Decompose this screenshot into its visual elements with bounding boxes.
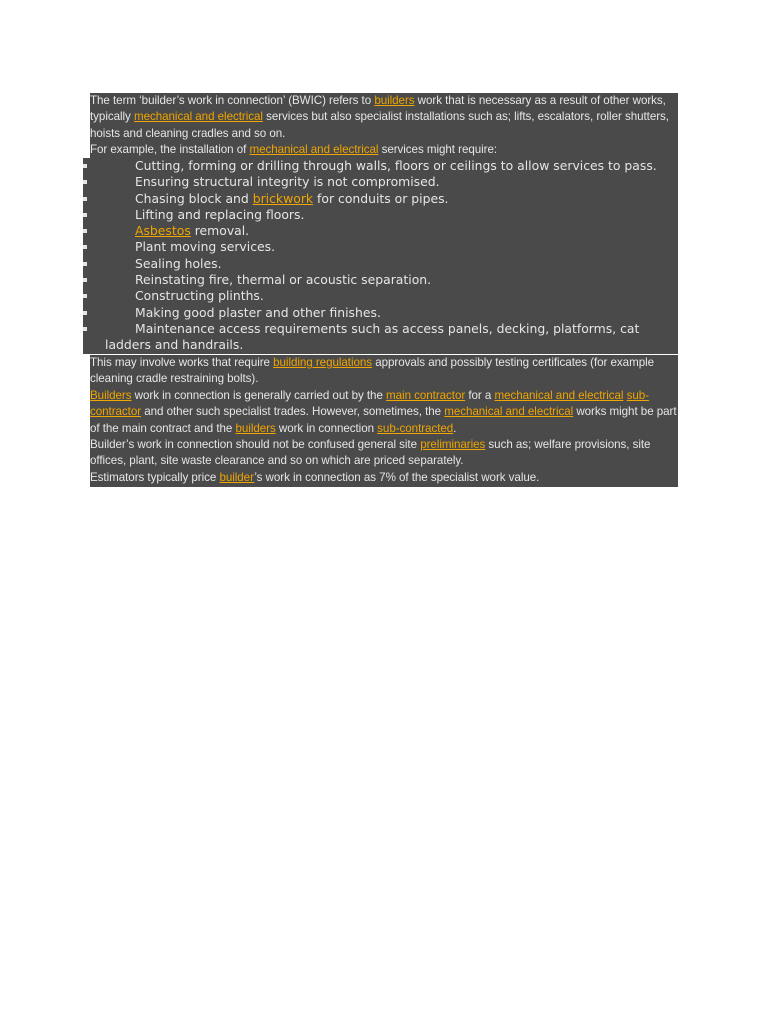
bullet-icon bbox=[83, 278, 87, 282]
list-item bbox=[83, 239, 678, 255]
text: services but also specialist installations such as; lifts, escalators, roller shutters, hoists and cleaning cradles and so on. bbox=[90, 110, 669, 140]
list-item-text: Making good plaster and other finishes. bbox=[135, 304, 381, 320]
text: This may involve works that require bbox=[90, 356, 274, 369]
link-preliminaries[interactable]: preliminaries bbox=[420, 438, 486, 452]
list-item bbox=[83, 191, 678, 207]
list-item-text: Plant moving services. bbox=[135, 239, 276, 255]
list-item bbox=[83, 272, 678, 288]
bullet-icon bbox=[83, 262, 87, 266]
link-sub-contractor[interactable]: sub-contractor bbox=[90, 388, 649, 419]
list-item-text: Sealing holes. bbox=[135, 255, 222, 271]
list-item-text-continued: ladders and handrails. bbox=[105, 337, 244, 353]
list-item-text: for conduits or pipes. bbox=[313, 190, 449, 206]
text: work in connection is generally carried out by the bbox=[131, 388, 387, 402]
link-main-contractor[interactable]: main contractor bbox=[386, 388, 466, 402]
bullet-icon bbox=[83, 311, 87, 315]
list-item-text: Constructing plinths. bbox=[135, 288, 264, 304]
link-builders[interactable]: Builders bbox=[90, 388, 132, 402]
link-mechanical-and-electrical[interactable]: mechanical and electrical bbox=[133, 110, 263, 124]
intro-paragraph bbox=[90, 93, 678, 142]
contractor-paragraph bbox=[90, 388, 678, 437]
list-item bbox=[83, 207, 678, 223]
bullet-icon bbox=[83, 213, 87, 217]
list-item-text: removal. bbox=[190, 223, 250, 239]
link-sub-contracted[interactable]: sub-contracted bbox=[377, 421, 454, 435]
list-item-text: Chasing block and bbox=[135, 190, 253, 206]
text: The term ‘builder’s work in connection’ (BWIC) refers to bbox=[90, 94, 375, 107]
text: work in connection bbox=[275, 421, 378, 435]
list-item bbox=[83, 288, 678, 304]
link-builder[interactable]: builder bbox=[219, 470, 255, 484]
list-item bbox=[83, 321, 678, 354]
outro-block bbox=[90, 355, 678, 487]
link-mechanical-and-electrical[interactable]: mechanical and electrical bbox=[494, 388, 624, 402]
regulations-paragraph bbox=[90, 355, 678, 388]
text: ’s work in connection as 7% of the specialist work value. bbox=[254, 470, 540, 484]
text: for a bbox=[465, 388, 495, 402]
text: Builder’s work in connection should not be confused general site bbox=[90, 438, 421, 452]
link-builders[interactable]: builders bbox=[235, 421, 276, 435]
text: works might be part of the main contract and the bbox=[90, 405, 677, 435]
bullet-icon bbox=[83, 294, 87, 298]
bullet-icon bbox=[83, 164, 87, 168]
list-item-text: Ensuring structural integrity is not compromised. bbox=[135, 174, 440, 190]
bullet-icon bbox=[83, 180, 87, 184]
bullet-icon bbox=[83, 197, 87, 201]
bullet-icon bbox=[83, 245, 87, 249]
list-item-text: Cutting, forming or drilling through walls, floors or ceilings to allow services to pass. bbox=[135, 158, 657, 173]
list-item-text: Reinstating fire, thermal or acoustic separation. bbox=[135, 272, 432, 288]
preliminaries-paragraph bbox=[90, 437, 678, 470]
link-brickwork[interactable]: brickwork bbox=[252, 190, 314, 206]
text: services might require: bbox=[378, 143, 498, 157]
list-item bbox=[83, 174, 678, 190]
estimators-paragraph bbox=[90, 470, 678, 486]
link-asbestos[interactable]: Asbestos bbox=[135, 223, 191, 239]
list-item bbox=[83, 158, 678, 174]
text: For example, the installation of bbox=[90, 143, 250, 157]
link-building-regulations[interactable]: building regulations bbox=[273, 356, 373, 369]
example-paragraph bbox=[90, 142, 678, 158]
text: and other such specialist trades. However, sometimes, the bbox=[141, 405, 445, 419]
bullet-icon bbox=[83, 229, 87, 233]
list-item bbox=[83, 256, 678, 272]
link-mechanical-and-electrical[interactable]: mechanical and electrical bbox=[444, 405, 574, 419]
requirements-list bbox=[83, 158, 678, 354]
text: work that is necessary as a result of other works, typically bbox=[90, 94, 666, 124]
list-item bbox=[83, 223, 678, 239]
text: approvals and possibly testing certificates (for example cleaning cradle restraining bolts). bbox=[90, 356, 655, 386]
text: . bbox=[453, 421, 457, 435]
bullet-icon bbox=[83, 327, 87, 331]
list-item-text: Maintenance access requirements such as access panels, decking, platforms, cat bbox=[135, 320, 640, 336]
text: such as; welfare provisions, site offices, plant, site waste clearance and so on which are priced separately. bbox=[90, 438, 651, 468]
text: Estimators typically price bbox=[90, 470, 220, 484]
intro-block bbox=[90, 93, 678, 159]
list-item-text: Lifting and replacing floors. bbox=[135, 206, 305, 222]
link-mechanical-and-electrical[interactable]: mechanical and electrical bbox=[249, 143, 379, 157]
list-item bbox=[83, 305, 678, 321]
link-builders[interactable]: builders bbox=[374, 94, 415, 107]
